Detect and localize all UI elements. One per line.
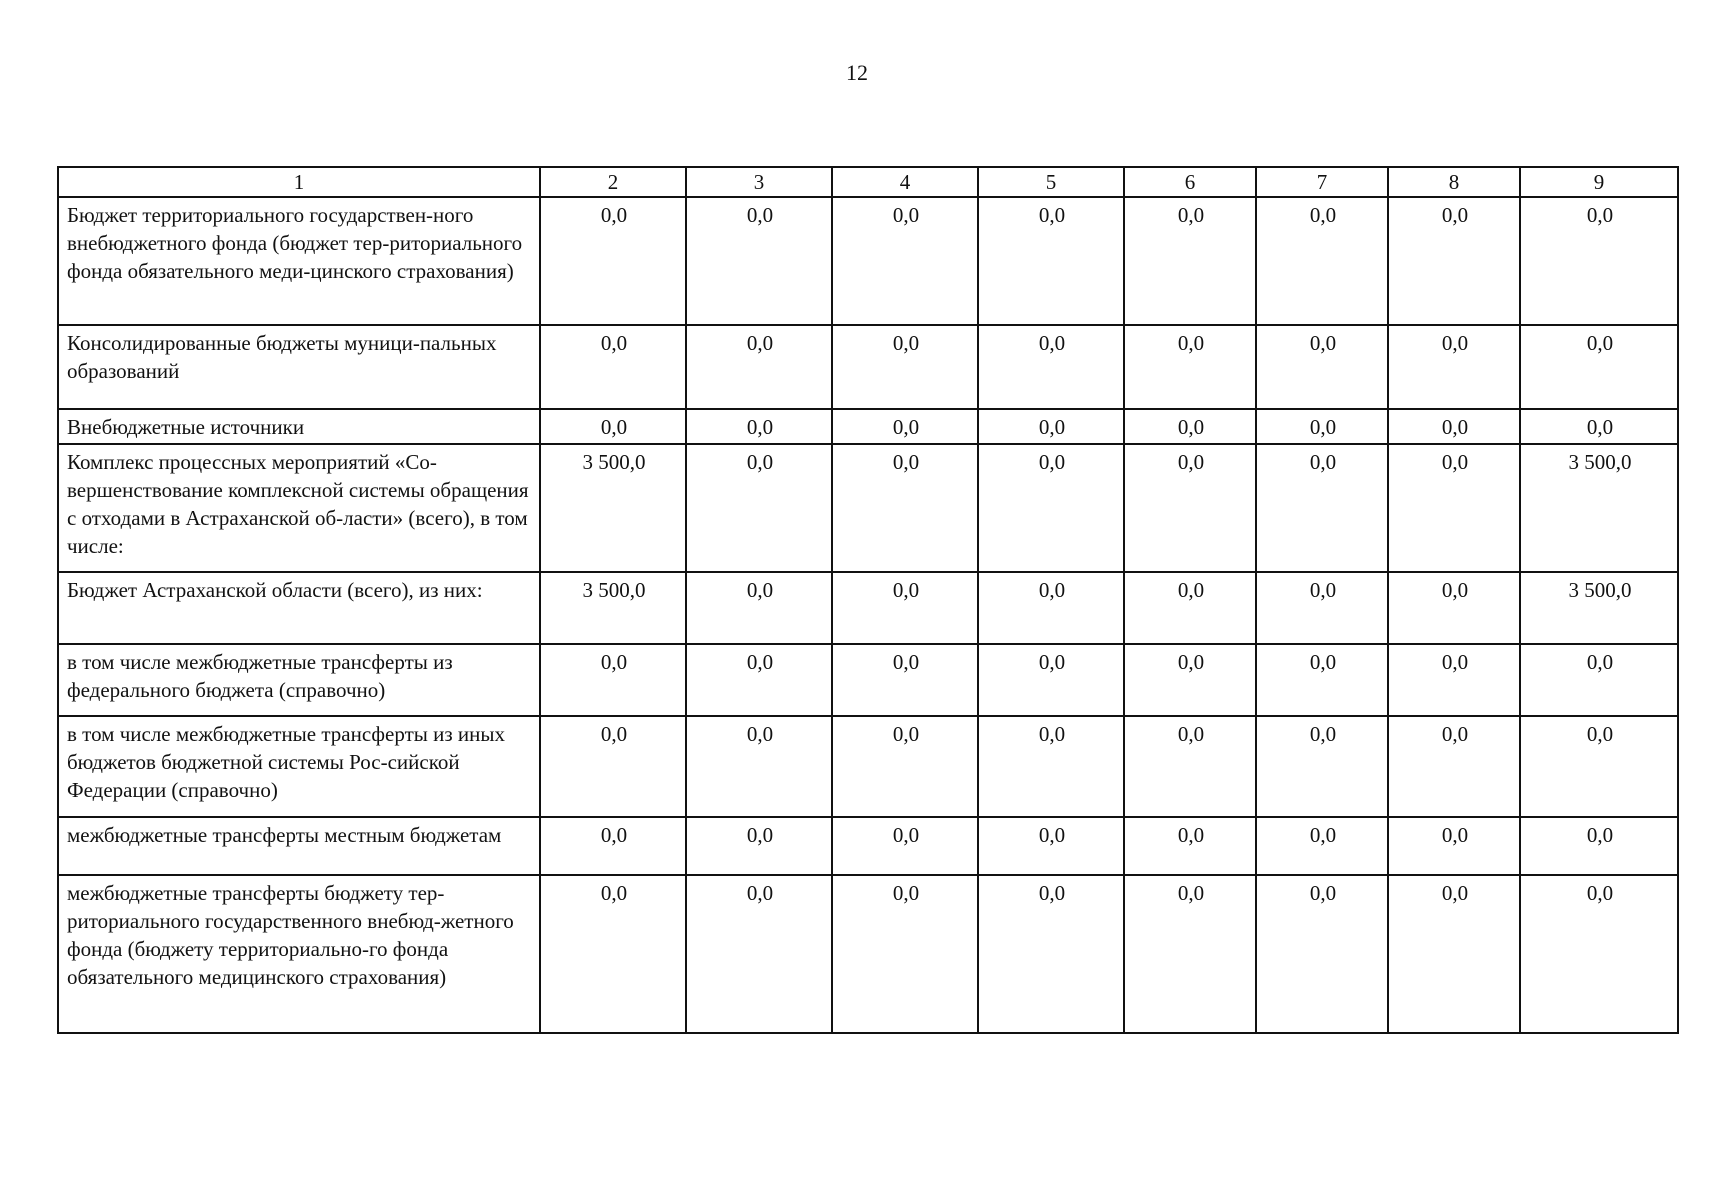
table-cell: 0,0 — [540, 409, 686, 444]
table-cell: 0,0 — [978, 875, 1124, 1033]
table-cell: 0,0 — [1124, 409, 1256, 444]
table-cell: 0,0 — [1520, 409, 1678, 444]
table-cell: 0,0 — [1124, 197, 1256, 325]
table-cell: 0,0 — [1256, 875, 1388, 1033]
table-cell: 0,0 — [832, 817, 978, 875]
table-cell: 3 500,0 — [1520, 444, 1678, 572]
table-cell: 0,0 — [540, 875, 686, 1033]
table-cell: 0,0 — [1388, 572, 1520, 644]
table-row — [58, 817, 1678, 875]
table-cell: 0,0 — [1124, 716, 1256, 817]
table-cell: 0,0 — [540, 644, 686, 716]
row-label: Комплекс процессных мероприятий «Со-вершенствование комплексной системы обращения с отходами в Астраханской об-ласти» (всего), в том числе: — [58, 444, 540, 572]
table-cell: 0,0 — [978, 817, 1124, 875]
table-cell: 0,0 — [686, 817, 832, 875]
table-cell: 0,0 — [1388, 444, 1520, 572]
table-cell: 0,0 — [978, 644, 1124, 716]
column-header: 1 — [58, 167, 540, 197]
row-label: в том числе межбюджетные трансферты из иных бюджетов бюджетной системы Рос-сийской Федерации (справочно) — [58, 716, 540, 817]
row-label: Бюджет территориального государствен-ного внебюджетного фонда (бюджет тер-риториального фонда обязательного меди-цинского страхования) — [58, 197, 540, 325]
table-cell: 0,0 — [1520, 644, 1678, 716]
table-cell: 0,0 — [540, 325, 686, 409]
table-header-row — [58, 167, 1678, 197]
table-cell: 0,0 — [1256, 572, 1388, 644]
table-row — [58, 716, 1678, 817]
row-label: Консолидированные бюджеты муници-пальных образований — [58, 325, 540, 409]
row-label: в том числе межбюджетные трансферты из федерального бюджета (справочно) — [58, 644, 540, 716]
table-cell: 0,0 — [686, 197, 832, 325]
table-cell: 0,0 — [686, 325, 832, 409]
page-number: 12 — [846, 60, 868, 85]
table-cell: 0,0 — [1124, 875, 1256, 1033]
table-cell: 0,0 — [1388, 644, 1520, 716]
table-cell: 0,0 — [540, 197, 686, 325]
row-label: межбюджетные трансферты местным бюджетам — [58, 817, 540, 875]
table-cell: 0,0 — [1520, 197, 1678, 325]
table-cell: 0,0 — [1124, 817, 1256, 875]
table-cell: 0,0 — [540, 716, 686, 817]
table-cell: 0,0 — [1256, 325, 1388, 409]
table-cell: 0,0 — [978, 325, 1124, 409]
column-header: 8 — [1388, 167, 1520, 197]
table-cell: 0,0 — [1256, 817, 1388, 875]
table-cell: 0,0 — [832, 325, 978, 409]
table-cell: 0,0 — [978, 409, 1124, 444]
table-row — [58, 644, 1678, 716]
table-cell: 0,0 — [1520, 716, 1678, 817]
row-label: межбюджетные трансферты бюджету тер-риториального государственного внебюд-жетного фонда (бюджету территориально-го фонда обязательного медицинского страхования) — [58, 875, 540, 1033]
row-label: Внебюджетные источники — [58, 409, 540, 444]
table-row — [58, 409, 1678, 444]
table-cell: 0,0 — [832, 409, 978, 444]
table-cell: 0,0 — [686, 572, 832, 644]
table-cell: 0,0 — [1520, 817, 1678, 875]
budget-table — [57, 166, 1679, 1034]
table-cell: 0,0 — [978, 197, 1124, 325]
table-row — [58, 572, 1678, 644]
table-cell: 0,0 — [1124, 444, 1256, 572]
table-cell: 0,0 — [1388, 817, 1520, 875]
table-cell: 3 500,0 — [540, 572, 686, 644]
table-cell: 0,0 — [832, 716, 978, 817]
table-cell: 3 500,0 — [1520, 572, 1678, 644]
table-cell: 0,0 — [1388, 875, 1520, 1033]
table-cell: 0,0 — [1388, 716, 1520, 817]
table-row — [58, 444, 1678, 572]
table-cell: 0,0 — [1124, 572, 1256, 644]
table-cell: 0,0 — [1124, 325, 1256, 409]
table-cell: 0,0 — [832, 875, 978, 1033]
column-header: 4 — [832, 167, 978, 197]
table-cell: 0,0 — [1256, 409, 1388, 444]
table-cell: 0,0 — [1520, 875, 1678, 1033]
table-cell: 0,0 — [686, 409, 832, 444]
column-header: 3 — [686, 167, 832, 197]
table-cell: 0,0 — [1388, 197, 1520, 325]
table-cell: 0,0 — [686, 716, 832, 817]
column-header: 9 — [1520, 167, 1678, 197]
table-cell: 0,0 — [686, 875, 832, 1033]
table-cell: 0,0 — [832, 444, 978, 572]
table-cell: 0,0 — [686, 444, 832, 572]
table-cell: 0,0 — [1256, 197, 1388, 325]
column-header: 7 — [1256, 167, 1388, 197]
table-cell: 0,0 — [978, 572, 1124, 644]
table-row — [58, 875, 1678, 1033]
table-row — [58, 325, 1678, 409]
table-cell: 0,0 — [1256, 716, 1388, 817]
column-header: 6 — [1124, 167, 1256, 197]
row-label: Бюджет Астраханской области (всего), из них: — [58, 572, 540, 644]
table-cell: 0,0 — [1256, 444, 1388, 572]
table-cell: 0,0 — [1520, 325, 1678, 409]
column-header: 5 — [978, 167, 1124, 197]
table-cell: 0,0 — [978, 444, 1124, 572]
table-row — [58, 197, 1678, 325]
table-cell: 0,0 — [832, 644, 978, 716]
column-header: 2 — [540, 167, 686, 197]
table-cell: 0,0 — [686, 644, 832, 716]
table-cell: 0,0 — [832, 572, 978, 644]
table-cell: 0,0 — [832, 197, 978, 325]
table-cell: 0,0 — [1388, 325, 1520, 409]
table-cell: 3 500,0 — [540, 444, 686, 572]
table-cell: 0,0 — [540, 817, 686, 875]
table-cell: 0,0 — [1388, 409, 1520, 444]
table-cell: 0,0 — [1256, 644, 1388, 716]
table-cell: 0,0 — [978, 716, 1124, 817]
table-cell: 0,0 — [1124, 644, 1256, 716]
